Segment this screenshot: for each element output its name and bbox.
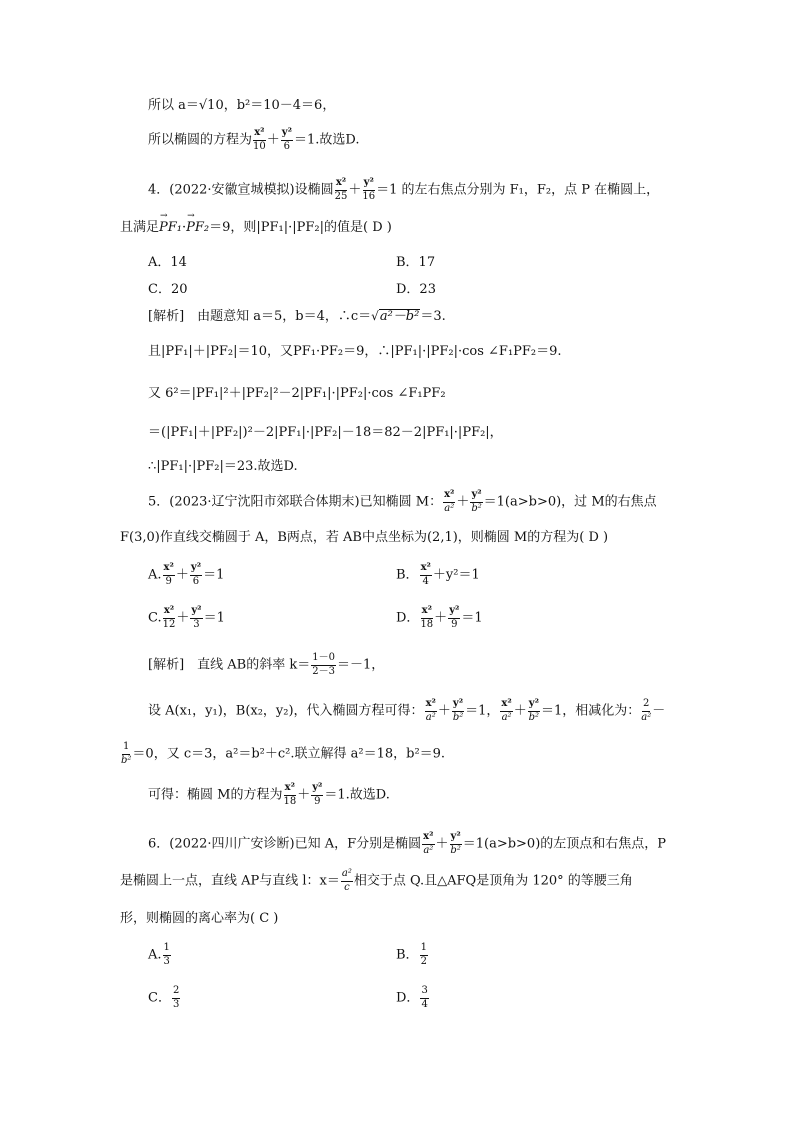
solution-line: ＝(|PF₁|＋|PF₂|)²－2|PF₁|·|PF₂|－18＝82－2|PF₁|·|PF₂|， <box>148 425 503 440</box>
solution-line: $\frac{1}{\text{b²}}$ ＝0，又 c＝3，a²＝b²＋c².联立解得 a²＝18，b²＝9. <box>121 741 446 766</box>
option-a: A．14 <box>148 255 187 270</box>
text-line: F(3,0)作直线交椭圆于 A，B两点，若 AB中点坐标为(2,1)，则椭圆 M的方程为( D ) <box>120 530 609 545</box>
solution-line: [解析] 直线 AB的斜率 k＝ $\frac{1-0}{2-3}$ ＝－1， <box>148 652 385 677</box>
option-b: B．17 <box>396 255 436 270</box>
solution-line: 又 6²＝|PF₁|²＋|PF₂|²－2|PF₁|·|PF₂|·cos ∠F₁PF₂ <box>148 386 446 401</box>
option-c: C．20 <box>148 282 188 297</box>
option-a: A. $\frac{\text{x²}}{9}$ ＋ $\frac{\text{y²}}{6}$ ＝1 <box>148 562 225 587</box>
option-d: D．23 <box>396 282 436 297</box>
solution-line: 可得：椭圆 M的方程为 $\frac{\text{x²}}{18}$ ＋ $\frac{\text{y²}}{9}$ ＝1.故选D. <box>148 782 390 807</box>
option-d: D． $\frac{3}{4}$ <box>396 985 428 1010</box>
fraction: $\frac{\text{x²}}{\text{a²}}$ <box>444 489 455 514</box>
fraction: $\frac{\text{y²}}{6}$ <box>281 127 292 152</box>
text: 所以椭圆的方程为 <box>148 132 253 148</box>
solution-line: 且|PF₁|＋|PF₂|＝10，又PF₁·PF₂＝9，∴|PF₁|·|PF₂|·cos ∠F₁PF₂＝9. <box>148 344 562 359</box>
option-c: C． $\frac{2}{3}$ <box>148 985 180 1010</box>
text-line: 且满足→ PF₁·→ PF₂＝9，则|PF₁|·|PF₂|的值是( D ) <box>120 221 392 234</box>
question-4: 4．(2022·安徽宣城模拟)设椭圆 $\frac{\text{x²}}{25}$ ＋ $\frac{\text{y²}}{16}$ ＝1 的左右焦点分别为 F₁，F₂，点 P 在椭圆上， <box>148 177 660 202</box>
text-line: 是椭圆上一点，直线 AP与直线 l：x＝ $\frac{\text{a²}}{c}$ 相交于点 Q.且△AFQ是顶角为 120° 的等腰三角 <box>120 868 633 893</box>
question-5: 5．(2023·辽宁沈阳市郊联合体期末)已知椭圆 M： $\frac{\text{x²}}{\text{a²}}$ ＋ $\frac{\text{y²}}{\text{b²}}$ ＝1(a>b>0)，过 M的右焦点 <box>148 489 657 514</box>
option-a: A. $\frac{1}{3}$ <box>148 942 170 967</box>
fraction: $\frac{\text{x²}}{25}$ <box>334 177 348 202</box>
option-b: B． $\frac{1}{2}$ <box>396 942 427 967</box>
question-6: 6．(2022·四川广安诊断)已知 A，F分别是椭圆 $\frac{\text{x²}}{\text{a²}}$ ＋ $\frac{\text{y²}}{\text{b²}}$ ＝1(a>b>0)的左顶点和右焦点，P <box>148 831 667 856</box>
solution-line: 设 A(x₁，y₁)，B(x₂，y₂)，代入椭圆方程可得： $\frac{\text{x²}}{\text{a²}}$ ＋ $\frac{\text{y²}}{\text{b²}}$ ＝1， $\frac{\text{x²}}{\text{a²}}$ ＋ $\frac{\text{y²}}{\text{b²}}$ ＝1，相减化为： $\frac{2}{\text{a²}}$ － <box>148 698 666 723</box>
solution-line: [解析] 由题意知 a＝5，b＝4，∴c＝√a²－b²＝3. <box>148 309 446 324</box>
text-line: 所以椭圆的方程为 $\frac{\text{x²}}{10}$ ＋ $\frac{\text{y²}}{6}$ ＝1.故选D. <box>148 127 360 152</box>
text-line: 形，则椭圆的离心率为( C ) <box>120 911 279 926</box>
option-c: C. $\frac{\text{x²}}{12}$ ＋ $\frac{\text{y²}}{3}$ ＝1 <box>148 605 225 630</box>
fraction: $\frac{\text{y²}}{\text{b²}}$ <box>471 489 482 514</box>
fraction: $\frac{\text{y²}}{16}$ <box>362 177 376 202</box>
text: ＝1.故选D. <box>293 132 360 148</box>
solution-line: ∴|PF₁|·|PF₂|＝23.故选D. <box>148 459 298 474</box>
option-b: B． $\frac{\text{x²}}{4}$ ＋y²＝1 <box>396 562 480 587</box>
text-line: 所以 a＝√10，b²＝10－4＝6， <box>148 98 336 113</box>
fraction: $\frac{\text{x²}}{10}$ <box>253 127 266 152</box>
option-d: D． $\frac{\text{x²}}{18}$ ＋ $\frac{\text{y²}}{9}$ ＝1 <box>396 605 483 630</box>
